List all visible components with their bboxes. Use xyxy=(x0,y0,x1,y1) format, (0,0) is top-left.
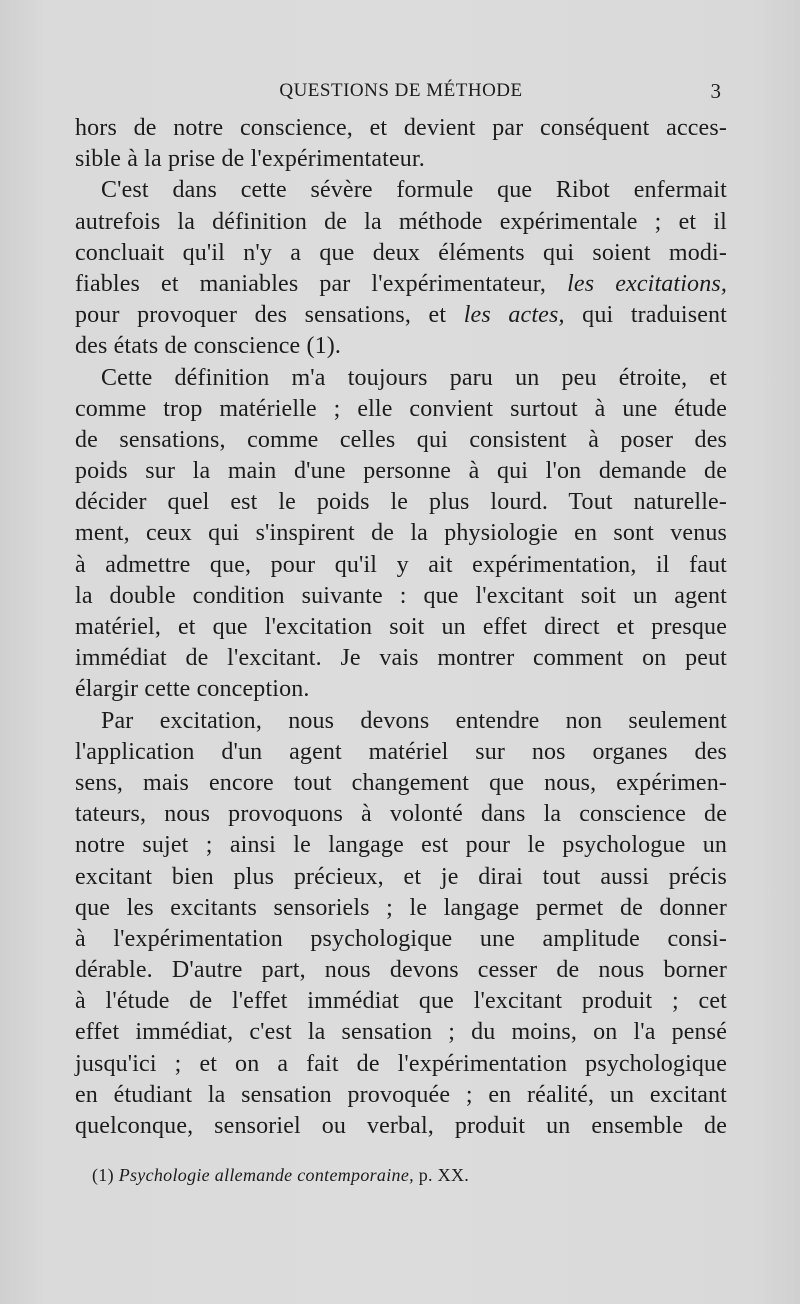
text-line: sible à la prise de l'expérimentateur. xyxy=(75,146,425,173)
text-line: tateurs, nous provoquons à volonté dans la conscience de xyxy=(75,801,727,828)
text-line: ment, ceux qui s'inspirent de la physiologie en sont venus xyxy=(75,520,727,547)
footnote xyxy=(92,1162,469,1188)
text-line: l'application d'un agent matériel sur nos organes des xyxy=(75,738,727,765)
page-number: 3 xyxy=(710,79,721,103)
text-line: en étudiant la sensation provoquée ; en réalité, un excitant xyxy=(75,1081,727,1108)
text-line: comme trop matérielle ; elle convient surtout à une étude xyxy=(75,395,727,422)
text-line: la double condition suivante : que l'excitant soit un agent xyxy=(75,582,727,609)
text-run: qui traduisent xyxy=(582,302,727,329)
emphasis-text: les excitations, xyxy=(567,270,728,297)
text-line: à admettre que, pour qu'il y ait expérimentation, il faut xyxy=(75,551,727,578)
text-line: à l'étude de l'effet immédiat que l'excitant produit ; cet xyxy=(75,988,727,1015)
footnote-title: Psychologie allemande contemporaine, xyxy=(118,1165,414,1185)
footnote-marker: (1) xyxy=(92,1165,114,1185)
text-line: des états de conscience (1). xyxy=(75,333,342,360)
emphasis-text: les actes, xyxy=(463,302,565,329)
text-line: Cette définition m'a toujours paru un peu étroite, et xyxy=(101,364,727,391)
text-line: poids sur la main d'une personne à qui l'on demande de xyxy=(75,458,727,485)
text-line: hors de notre conscience, et devient par conséquent acces- xyxy=(75,115,727,141)
text-line: jusqu'ici ; et on a fait de l'expérimentation psychologique xyxy=(75,1050,727,1077)
running-head xyxy=(75,76,727,106)
text-line: matériel, et que l'excitation soit un effet direct et presque xyxy=(75,614,727,640)
text-line: Par excitation, nous devons entendre non seulement xyxy=(101,707,727,734)
running-title: QUESTIONS DE MÉTHODE xyxy=(279,80,523,101)
text-line: autrefois la définition de la méthode expérimentale ; et il xyxy=(75,208,727,235)
text-line: excitant bien plus précieux, et je dirai tout aussi précis xyxy=(75,863,727,890)
body-text xyxy=(75,113,727,1142)
text-line: quelconque, sensoriel ou verbal, produit un ensemble de xyxy=(75,1113,727,1139)
text-run: pour provoquer des sensations, et xyxy=(75,302,447,329)
text-line: à l'expérimentation psychologique une amplitude consi- xyxy=(75,925,727,952)
text-line: sens, mais encore tout changement que nous, expérimen- xyxy=(75,769,727,796)
text-line: immédiat de l'excitant. Je vais montrer comment on peut xyxy=(75,645,727,672)
text-run: fiables et maniables par l'expérimentateur, xyxy=(75,270,547,297)
text-line: élargir cette conception. xyxy=(75,676,310,703)
footnote-page-ref: p. XX. xyxy=(418,1165,470,1185)
text-line: décider quel est le poids le plus lourd. Tout naturelle- xyxy=(75,489,727,516)
text-line: de sensations, comme celles qui consistent à poser des xyxy=(75,426,727,453)
text-line: notre sujet ; ainsi le langage est pour le psychologue un xyxy=(75,832,727,859)
text-line: que les excitants sensoriels ; le langage permet de donner xyxy=(75,894,727,921)
text-line xyxy=(75,300,727,331)
text-line: effet immédiat, c'est la sensation ; du moins, on l'a pensé xyxy=(75,1019,727,1046)
text-line: dérable. D'autre part, nous devons cesser de nous borner xyxy=(75,957,727,984)
text-line xyxy=(75,269,727,300)
text-line: C'est dans cette sévère formule que Ribot enfermait xyxy=(101,177,727,204)
text-line: concluait qu'il n'y a que deux éléments qui soient modi- xyxy=(75,239,727,266)
